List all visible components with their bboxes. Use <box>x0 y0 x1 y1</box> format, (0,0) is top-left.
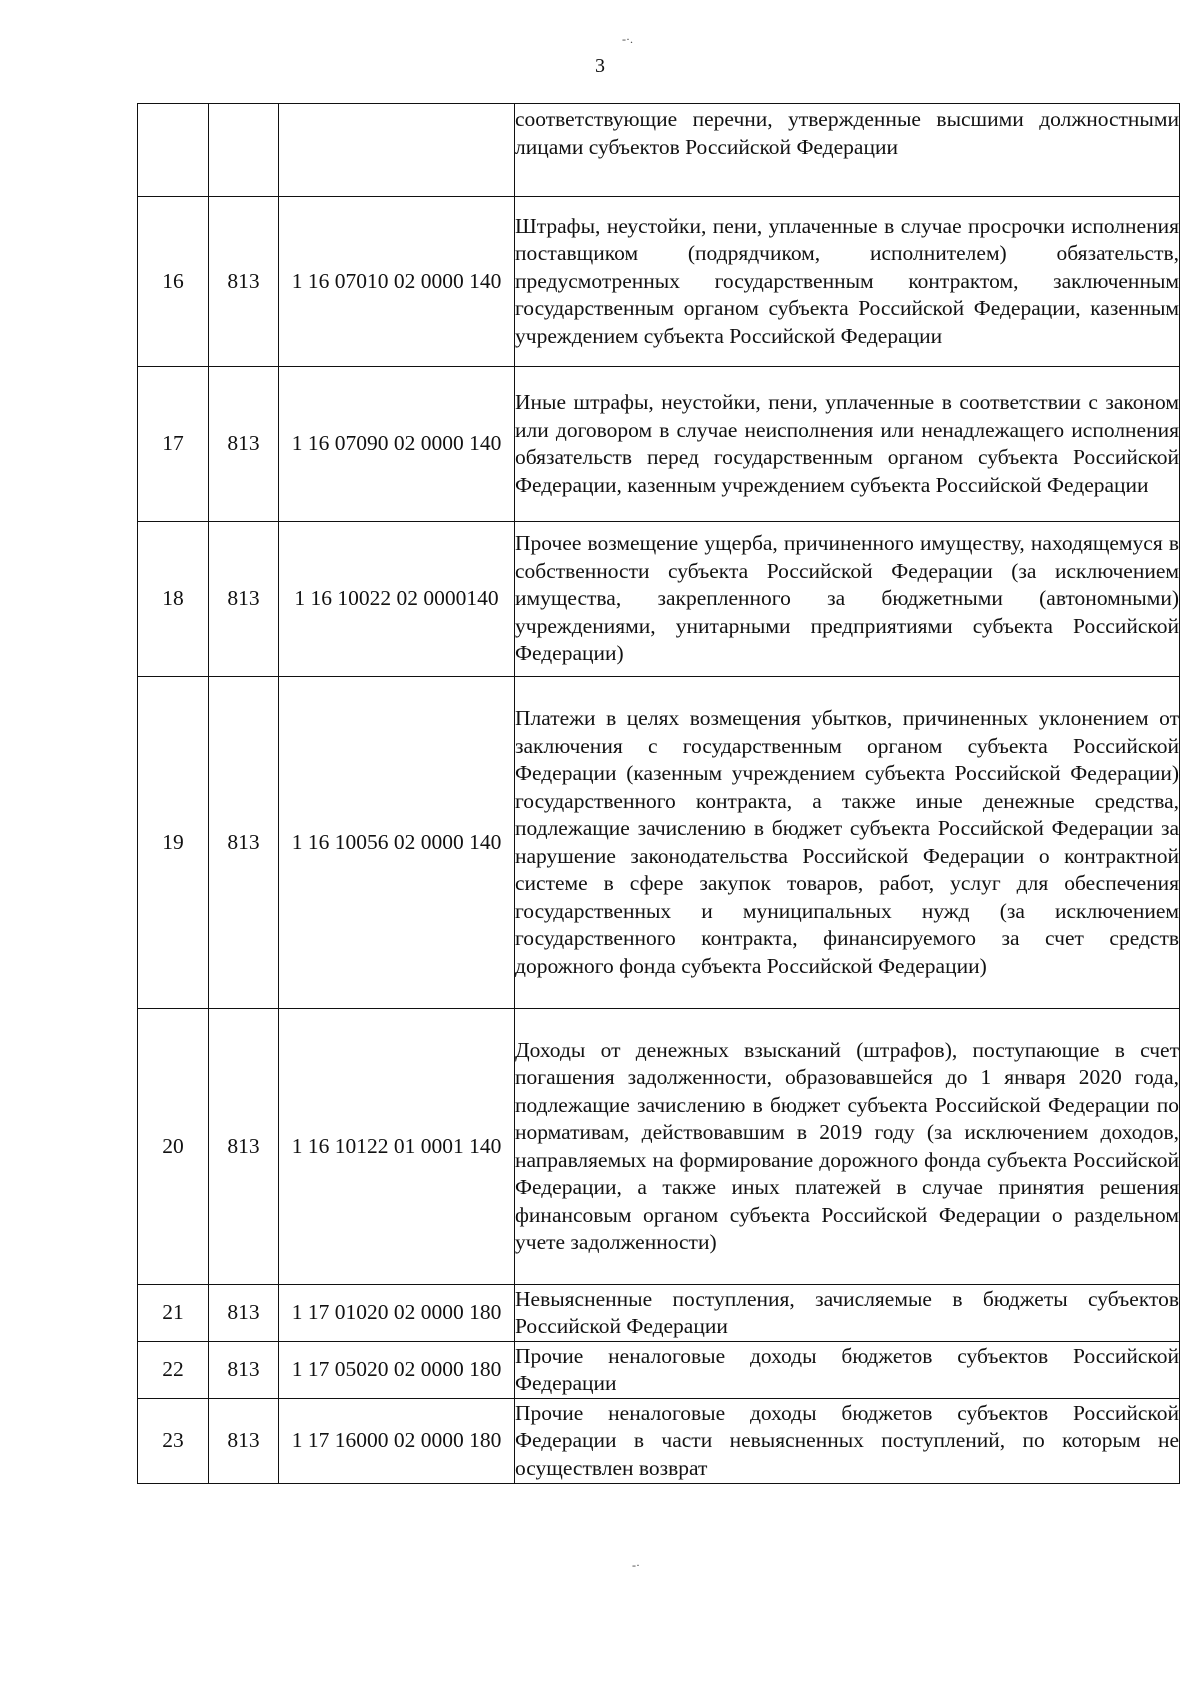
administrator-code: 813 <box>209 1285 279 1342</box>
row-number: 22 <box>138 1342 209 1399</box>
administrator-code: 813 <box>209 522 279 677</box>
income-description-text: Штрафы, неустойки, пени, уплаченные в случае просрочки исполнения поставщиком (подрядчиком, исполнителем) обязательств, предусмотренных государственным контрактом, заключенным государственным органом субъекта Российской Федерации, казенным учреждением субъекта Российской Федерации <box>515 213 1179 348</box>
administrator-code: 813 <box>209 367 279 522</box>
income-description <box>515 1009 1180 1285</box>
row-number: 17 <box>138 367 209 522</box>
administrator-code: 813 <box>209 1399 279 1484</box>
budget-codes-table <box>137 103 1180 1484</box>
table-row <box>138 367 1180 522</box>
table-row <box>138 104 1180 197</box>
income-description-text: Доходы от денежных взысканий (штрафов), поступающие в счет погашения задолженности, образовавшейся до 1 января 2020 года, подлежащие зачислению в бюджет субъекта Российской Федерации по нормативам, действовавшим в 2019 году (за исключением доходов, направляемых на формирование дорожного фонда субъекта Российской Федерации, а также иных платежей в случае принятия решения финансовым органом субъекта Российской Федерации о раздельном учете задолженности) <box>515 1037 1179 1254</box>
scan-mark-bottom: -· <box>632 1558 640 1572</box>
administrator-code <box>209 104 279 197</box>
row-number: 19 <box>138 677 209 1009</box>
table-row <box>138 522 1180 677</box>
budget-classification-code: 1 16 07090 02 0000 140 <box>279 367 515 522</box>
budget-classification-code: 1 17 01020 02 0000 180 <box>279 1285 515 1342</box>
administrator-code: 813 <box>209 197 279 367</box>
income-description <box>515 522 1180 677</box>
page-number: 3 <box>595 55 605 77</box>
row-number: 21 <box>138 1285 209 1342</box>
table-row <box>138 1285 1180 1342</box>
budget-classification-code: 1 16 07010 02 0000 140 <box>279 197 515 367</box>
income-description <box>515 104 1180 197</box>
budget-classification-code: 1 17 16000 02 0000 180 <box>279 1399 515 1484</box>
income-description-text: Иные штрафы, неустойки, пени, уплаченные в соответствии с законом или договором в случае неисполнения или ненадлежащего исполнения обязательств перед государственным органом субъекта Российской Федерации, казенным учреждением субъекта Российской Федерации <box>515 390 1179 497</box>
row-number: 23 <box>138 1399 209 1484</box>
budget-classification-code <box>279 104 515 197</box>
income-description <box>515 1342 1180 1399</box>
budget-classification-code: 1 16 10022 02 0000140 <box>279 522 515 677</box>
table-row <box>138 677 1180 1009</box>
income-description-text: соответствующие перечни, утвержденные высшими должностными лицами субъектов Российской Федерации <box>515 107 1179 159</box>
scan-mark-top: -·. <box>622 32 633 46</box>
income-description-text: Прочее возмещение ущерба, причиненного имуществу, находящемуся в собственности субъекта Российской Федерации (за исключением имущества, закрепленного за бюджетными (автономными) учреждениями, унитарными предприятиями субъекта Российской Федерации) <box>515 531 1179 666</box>
income-description-text: Платежи в целях возмещения убытков, причиненных уклонением от заключения с государственным органом субъекта Российской Федерации (казенным учреждением субъекта Российской Федерации) государственного контракта, а также иные денежные средства, подлежащие зачислению в бюджет субъекта Российской Федерации за нарушение законодательства Российской Федерации о контрактной системе в сфере закупок товаров, работ, услуг для обеспечения государственных и муниципальных нужд (за исключением государственного контракта, финансируемого за счет средств дорожного фонда субъекта Российской Федерации) <box>515 706 1179 978</box>
administrator-code: 813 <box>209 677 279 1009</box>
income-description-text: Прочие неналоговые доходы бюджетов субъектов Российской Федерации в части невыясненных поступлений, по которым не осуществлен возврат <box>515 1400 1179 1480</box>
income-description <box>515 677 1180 1009</box>
table-row <box>138 1399 1180 1484</box>
income-description-text: Прочие неналоговые доходы бюджетов субъектов Российской Федерации <box>515 1343 1179 1395</box>
income-description <box>515 367 1180 522</box>
table-row <box>138 197 1180 367</box>
income-description <box>515 197 1180 367</box>
income-description-text: Невыясненные поступления, зачисляемые в бюджеты субъектов Российской Федерации <box>515 1286 1179 1338</box>
income-description <box>515 1285 1180 1342</box>
budget-classification-code: 1 17 05020 02 0000 180 <box>279 1342 515 1399</box>
table-row <box>138 1342 1180 1399</box>
row-number: 16 <box>138 197 209 367</box>
table-row <box>138 1009 1180 1285</box>
administrator-code: 813 <box>209 1342 279 1399</box>
budget-classification-code: 1 16 10056 02 0000 140 <box>279 677 515 1009</box>
row-number: 18 <box>138 522 209 677</box>
row-number: 20 <box>138 1009 209 1285</box>
budget-classification-code: 1 16 10122 01 0001 140 <box>279 1009 515 1285</box>
administrator-code: 813 <box>209 1009 279 1285</box>
row-number <box>138 104 209 197</box>
income-description <box>515 1399 1180 1484</box>
